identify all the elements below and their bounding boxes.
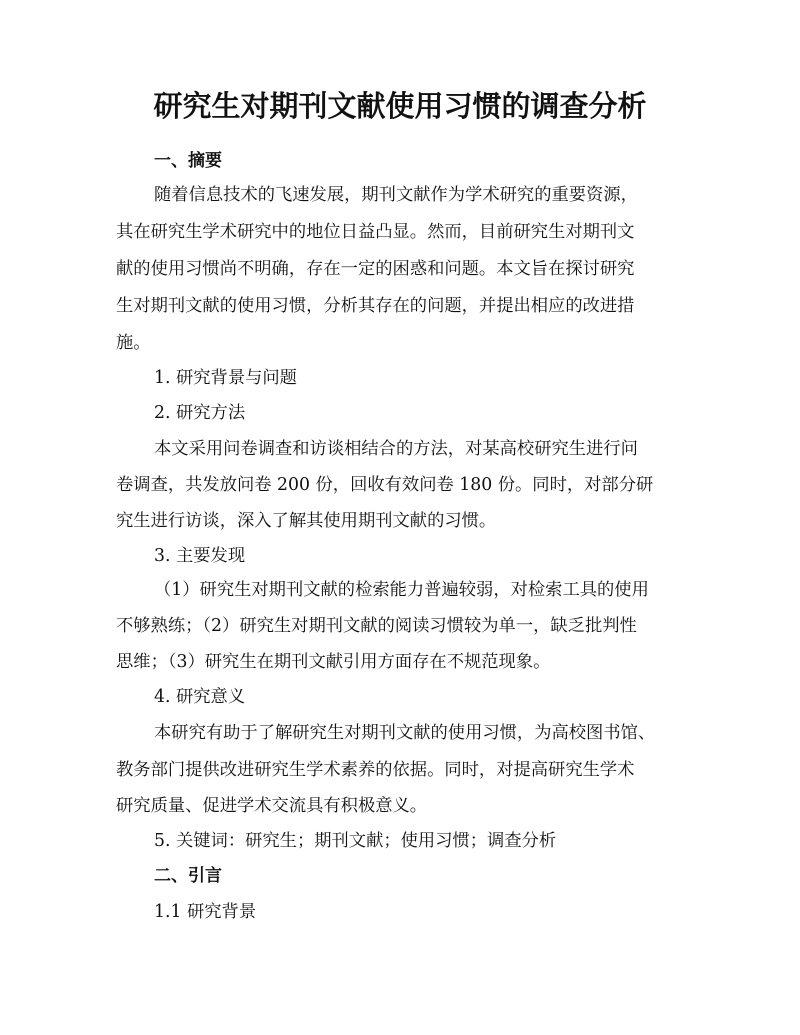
abstract-line-1: 随着信息技术的飞速发展，期刊文献作为学术研究的重要资源，	[154, 185, 638, 205]
subsection-heading-1-1: 1.1 研究背景	[154, 902, 257, 922]
method-line-2: 卷调查，共发放问卷 200 份，回收有效问卷 180 份。同时，对部分研	[116, 475, 654, 495]
keywords-item-5: 5. 关键词：研究生；期刊文献；使用习惯；调查分析	[154, 831, 557, 851]
findings-line-1: （1）研究生对期刊文献的检索能力普遍较弱，对检索工具的使用	[154, 580, 649, 600]
abstract-line-5: 施。	[116, 333, 151, 353]
significance-line-2: 教务部门提供改进研究生学术素养的依据。同时，对提高研究生学术	[116, 760, 635, 780]
abstract-line-2: 其在研究生学术研究中的地位日益凸显。然而，目前研究生对期刊文	[116, 222, 635, 242]
document-title: 研究生对期刊文献使用习惯的调查分析	[153, 89, 647, 123]
numbered-item-3: 3. 主要发现	[154, 546, 246, 566]
method-line-3: 究生进行访谈，深入了解其使用期刊文献的习惯。	[116, 511, 497, 531]
abstract-line-3: 献的使用习惯尚不明确，存在一定的困惑和问题。本文旨在探讨研究	[116, 259, 635, 279]
findings-line-2: 不够熟练；（2）研究生对期刊文献的阅读习惯较为单一，缺乏批判性	[116, 616, 637, 636]
section-heading-introduction: 二、引言	[154, 866, 222, 886]
numbered-item-4: 4. 研究意义	[154, 687, 246, 707]
abstract-line-4: 生对期刊文献的使用习惯，分析其存在的问题，并提出相应的改进措	[116, 296, 635, 316]
significance-line-3: 研究质量、促进学术交流具有积极意义。	[116, 796, 428, 816]
numbered-item-2: 2. 研究方法	[154, 403, 246, 423]
findings-line-3: 思维；（3）研究生在期刊文献引用方面存在不规范现象。	[116, 652, 551, 672]
numbered-item-1: 1. 研究背景与问题	[154, 368, 297, 388]
section-heading-abstract: 一、摘要	[154, 151, 222, 171]
method-line-1: 本文采用问卷调查和访谈相结合的方法，对某高校研究生进行问	[154, 439, 638, 459]
significance-line-1: 本研究有助于了解研究生对期刊文献的使用习惯，为高校图书馆、	[154, 723, 656, 743]
